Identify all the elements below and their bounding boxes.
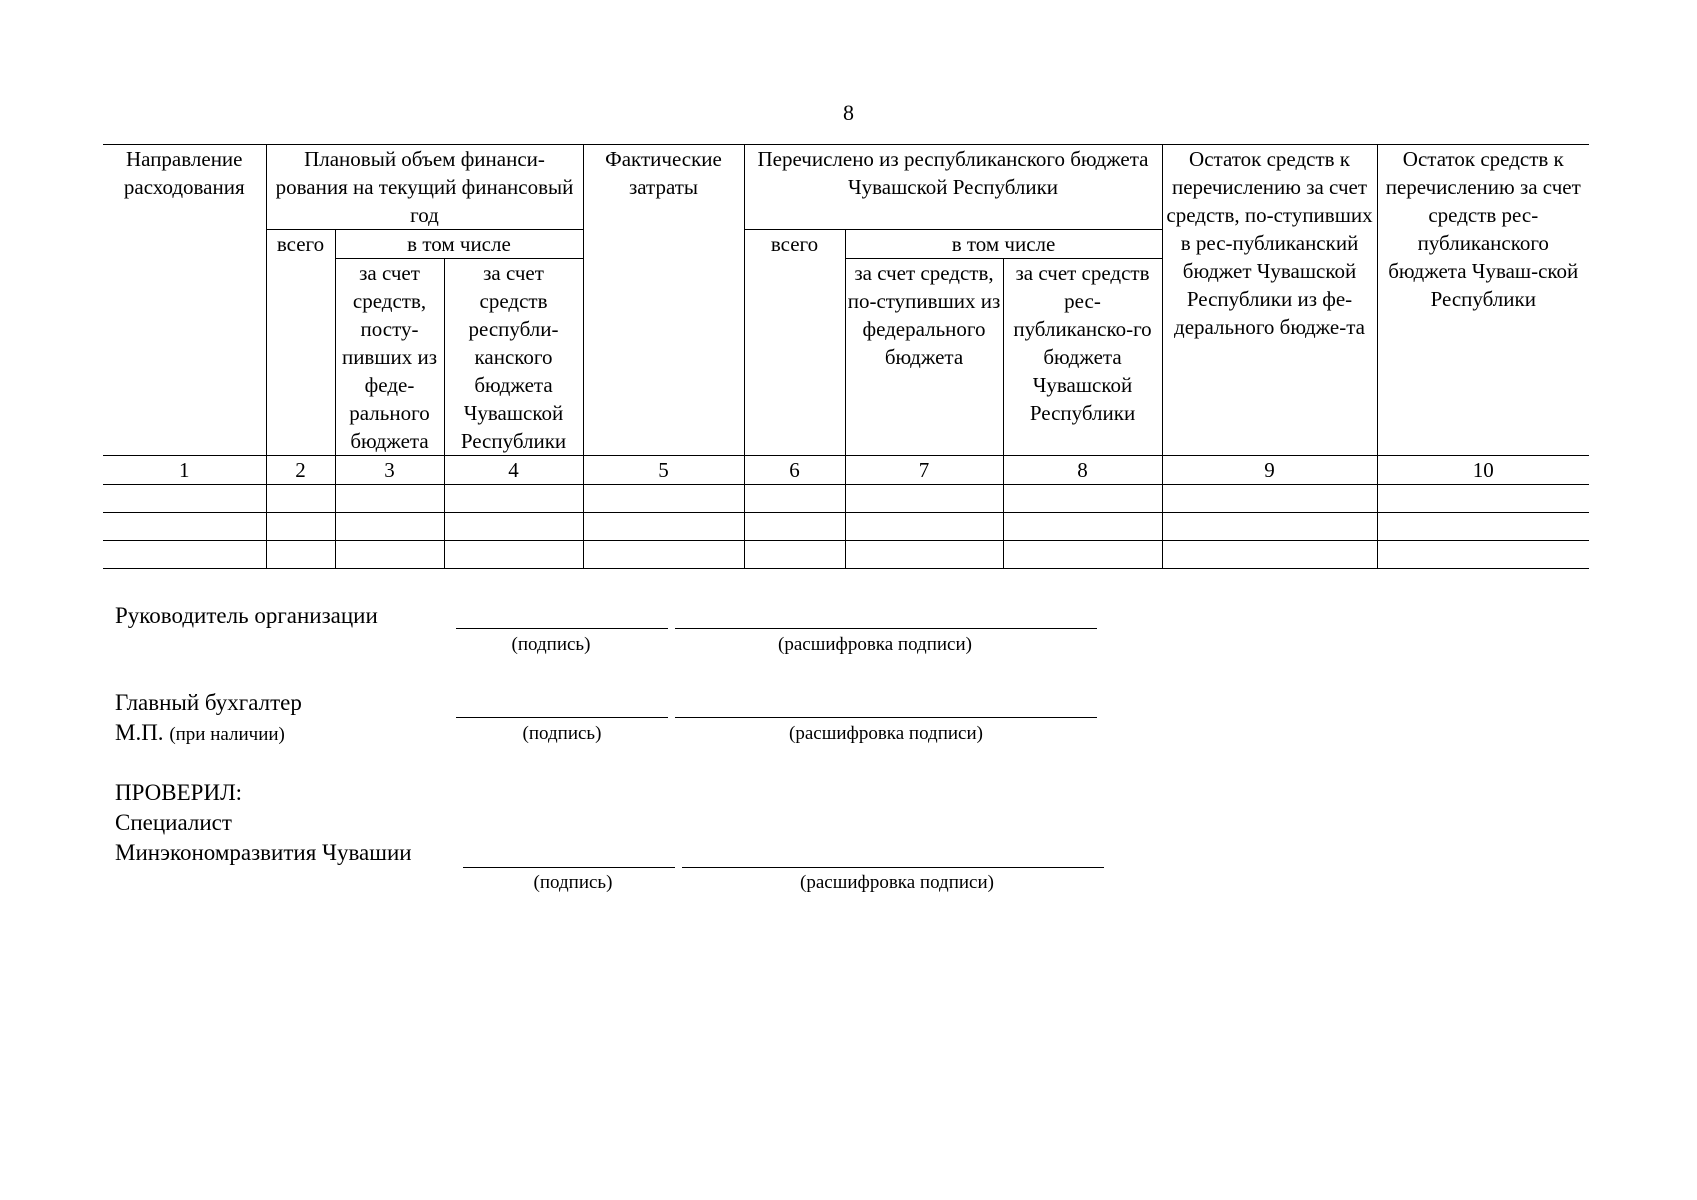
table-cell[interactable] — [444, 513, 583, 541]
accountant-label: Главный бухгалтер — [115, 690, 302, 715]
column-number: 2 — [266, 456, 335, 485]
column-number: 1 — [103, 456, 266, 485]
table-cell[interactable] — [845, 485, 1003, 513]
table-cell[interactable] — [1003, 485, 1162, 513]
accountant-decode-caption: (расшифровка подписи) — [789, 723, 983, 744]
column-number: 6 — [744, 456, 845, 485]
table-row — [103, 541, 1589, 569]
table-cell[interactable] — [444, 485, 583, 513]
specialist-label: Специалист — [115, 810, 232, 835]
table-cell[interactable] — [1162, 485, 1377, 513]
header-including-planned: в том числе — [335, 230, 583, 259]
table-row — [103, 485, 1589, 513]
table-cell[interactable] — [103, 485, 266, 513]
stamp-label — [115, 720, 285, 746]
table-cell[interactable] — [335, 485, 444, 513]
table-cell[interactable] — [1162, 541, 1377, 569]
header-planned: Плановый объем финанси-рования на текущий финансовый год — [266, 145, 583, 230]
stamp-note: (при наличии) — [169, 724, 285, 745]
specialist-signature-line[interactable] — [463, 867, 675, 868]
specialist-decode-line[interactable] — [682, 867, 1104, 868]
table-cell[interactable] — [845, 541, 1003, 569]
table-cell[interactable] — [103, 541, 266, 569]
column-number: 4 — [444, 456, 583, 485]
head-label: Руководитель организации — [115, 603, 378, 628]
header-federal-transferred: за счет средств, по-ступивших из федерального бюджета — [845, 259, 1003, 456]
table-row — [103, 513, 1589, 541]
table-cell[interactable] — [103, 513, 266, 541]
column-number: 3 — [335, 456, 444, 485]
header-republic-transferred: за счет средств рес-публиканско-го бюджета Чувашской Республики — [1003, 259, 1162, 456]
table-cell[interactable] — [1377, 541, 1589, 569]
accountant-decode-line[interactable] — [675, 717, 1097, 718]
column-number: 7 — [845, 456, 1003, 485]
header-total-planned: всего — [266, 230, 335, 456]
accountant-signature-caption: (подпись) — [522, 723, 602, 744]
header-including-transferred: в том числе — [845, 230, 1162, 259]
table-cell[interactable] — [335, 513, 444, 541]
column-numbers-row — [103, 456, 1589, 485]
header-remainder-republic: Остаток средств к перечислению за счет средств рес-публиканского бюджета Чуваш-ской Республики — [1377, 145, 1589, 456]
table-cell[interactable] — [266, 541, 335, 569]
table-cell[interactable] — [1003, 513, 1162, 541]
accountant-signature-line[interactable] — [456, 717, 668, 718]
table-cell[interactable] — [583, 513, 744, 541]
report-table — [103, 144, 1589, 569]
header-direction: Направление расходования — [103, 145, 266, 456]
column-number: 10 — [1377, 456, 1589, 485]
table-cell[interactable] — [1377, 513, 1589, 541]
table-cell[interactable] — [266, 485, 335, 513]
specialist-signature-caption: (подпись) — [533, 872, 613, 893]
specialist-decode-caption: (расшифровка подписи) — [800, 872, 994, 893]
table-cell[interactable] — [744, 513, 845, 541]
stamp-text: М.П. — [115, 720, 164, 745]
table-cell[interactable] — [583, 485, 744, 513]
header-federal-planned: за счет средств, посту-пивших из феде-рального бюджета — [335, 259, 444, 456]
ministry-label: Минэкономразвития Чувашии — [115, 840, 412, 865]
table-cell[interactable] — [744, 541, 845, 569]
table-cell[interactable] — [1162, 513, 1377, 541]
head-signature-line[interactable] — [456, 628, 668, 629]
head-decode-line[interactable] — [675, 628, 1097, 629]
table-cell[interactable] — [583, 541, 744, 569]
column-number: 5 — [583, 456, 744, 485]
table-cell[interactable] — [335, 541, 444, 569]
header-transferred: Перечислено из республиканского бюджета Чувашской Республики — [744, 145, 1162, 230]
header-total-transferred: всего — [744, 230, 845, 456]
table-cell[interactable] — [266, 513, 335, 541]
table-cell[interactable] — [1377, 485, 1589, 513]
header-republic-planned: за счет средств республи-канского бюджета Чувашской Республики — [444, 259, 583, 456]
column-number: 8 — [1003, 456, 1162, 485]
head-decode-caption: (расшифровка подписи) — [778, 634, 972, 655]
table-cell[interactable] — [744, 485, 845, 513]
column-number: 9 — [1162, 456, 1377, 485]
head-signature-caption: (подпись) — [511, 634, 591, 655]
table-cell[interactable] — [444, 541, 583, 569]
page-number: 8 — [843, 100, 854, 125]
checked-label: ПРОВЕРИЛ: — [115, 780, 243, 805]
header-actual: Фактические затраты — [583, 145, 744, 456]
table-cell[interactable] — [845, 513, 1003, 541]
table-cell[interactable] — [1003, 541, 1162, 569]
header-remainder-federal: Остаток средств к перечислению за счет средств, по-ступивших в рес-публиканский бюджет Чувашской Республики из фе-дерального бюдже-та — [1162, 145, 1377, 456]
